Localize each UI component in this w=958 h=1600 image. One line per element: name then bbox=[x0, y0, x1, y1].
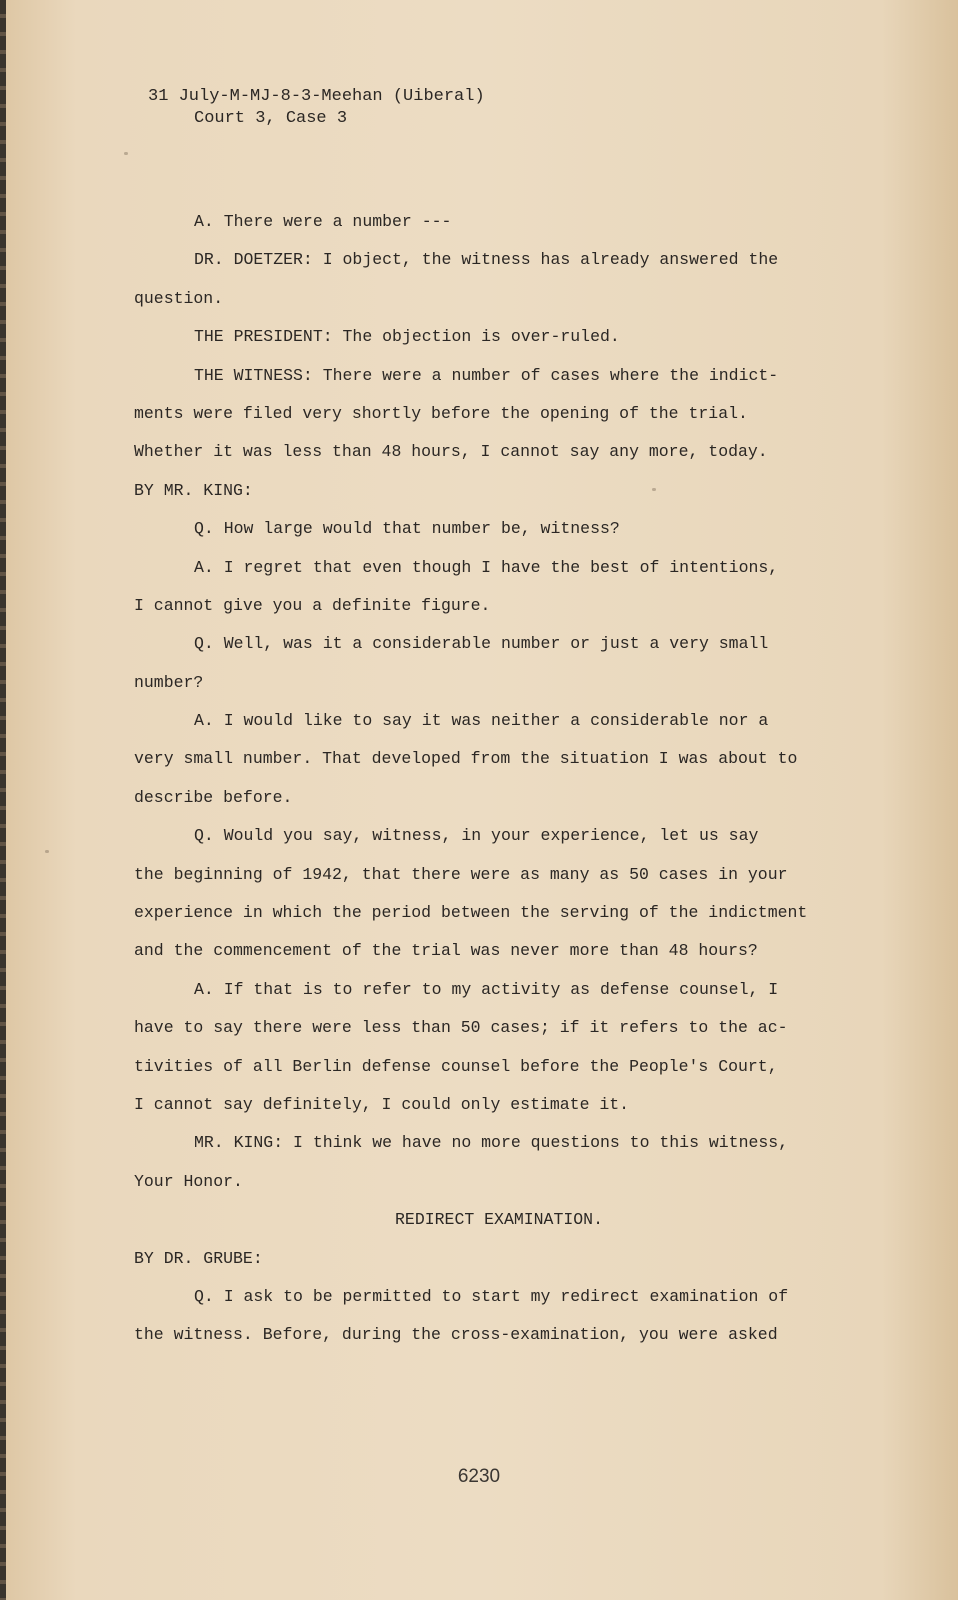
paper-speck bbox=[124, 152, 128, 155]
transcript-line: ments were filed very shortly before the opening of the trial. bbox=[134, 403, 748, 423]
transcript-line: I cannot give you a definite figure. bbox=[134, 595, 491, 615]
transcript-line: tivities of all Berlin defense counsel before the People's Court, bbox=[134, 1056, 778, 1076]
paper-speck bbox=[652, 488, 656, 491]
transcript-line: question. bbox=[134, 288, 224, 308]
header-reference: 31 July-M-MJ-8-3-Meehan (Uiberal) bbox=[148, 87, 485, 106]
transcript-line: Your Honor. bbox=[134, 1171, 243, 1191]
transcript-line: THE WITNESS: There were a number of cases where the indict- bbox=[194, 365, 779, 385]
transcript-line: and the commencement of the trial was never more than 48 hours? bbox=[134, 941, 758, 961]
speaker-heading: BY MR. KING: bbox=[134, 480, 253, 500]
binding-edge bbox=[0, 0, 6, 1600]
transcript-line: Q. Well, was it a considerable number or just a very small bbox=[194, 634, 769, 654]
transcript-line: Q. I ask to be permitted to start my redirect examination of bbox=[194, 1286, 789, 1306]
document-header bbox=[148, 86, 485, 130]
transcript-line: A. There were a number --- bbox=[194, 212, 452, 231]
transcript-line: very small number. That developed from the situation I was about to bbox=[134, 749, 798, 769]
transcript-line: experience in which the period between the serving of the indictment bbox=[134, 903, 808, 923]
transcript-line: A. I regret that even though I have the best of intentions, bbox=[194, 557, 779, 577]
transcript-line: Q. How large would that number be, witness? bbox=[194, 519, 620, 539]
transcript-line: THE PRESIDENT: The objection is over-ruled. bbox=[194, 327, 620, 347]
transcript-line: A. If that is to refer to my activity as defense counsel, I bbox=[194, 979, 779, 999]
transcript-line: the beginning of 1942, that there were as many as 50 cases in your bbox=[134, 864, 788, 884]
transcript-line: I cannot say definitely, I could only estimate it. bbox=[134, 1094, 630, 1114]
section-heading-text: REDIRECT EXAMINATION. bbox=[395, 1210, 603, 1230]
transcript-body bbox=[134, 203, 834, 1355]
header-court: Court 3, Case 3 bbox=[194, 109, 348, 128]
section-heading bbox=[134, 1201, 834, 1239]
transcript-line: describe before. bbox=[134, 787, 293, 807]
transcript-line: number? bbox=[134, 672, 204, 692]
transcript-line: Q. Would you say, witness, in your experience, let us say bbox=[194, 826, 759, 846]
transcript-line: Whether it was less than 48 hours, I cannot say any more, today. bbox=[134, 442, 768, 462]
transcript-line: have to say there were less than 50 cases; if it refers to the ac- bbox=[134, 1018, 788, 1038]
paper-speck bbox=[45, 850, 49, 853]
page-number: 6230 bbox=[457, 1466, 501, 1487]
transcript-line: the witness. Before, during the cross-examination, you were asked bbox=[134, 1325, 778, 1345]
transcript-line: DR. DOETZER: I object, the witness has already answered the bbox=[194, 250, 779, 270]
transcript-line: A. I would like to say it was neither a considerable nor a bbox=[194, 711, 769, 731]
speaker-heading: BY DR. GRUBE: bbox=[134, 1248, 263, 1268]
transcript-line: MR. KING: I think we have no more questions to this witness, bbox=[194, 1133, 789, 1153]
